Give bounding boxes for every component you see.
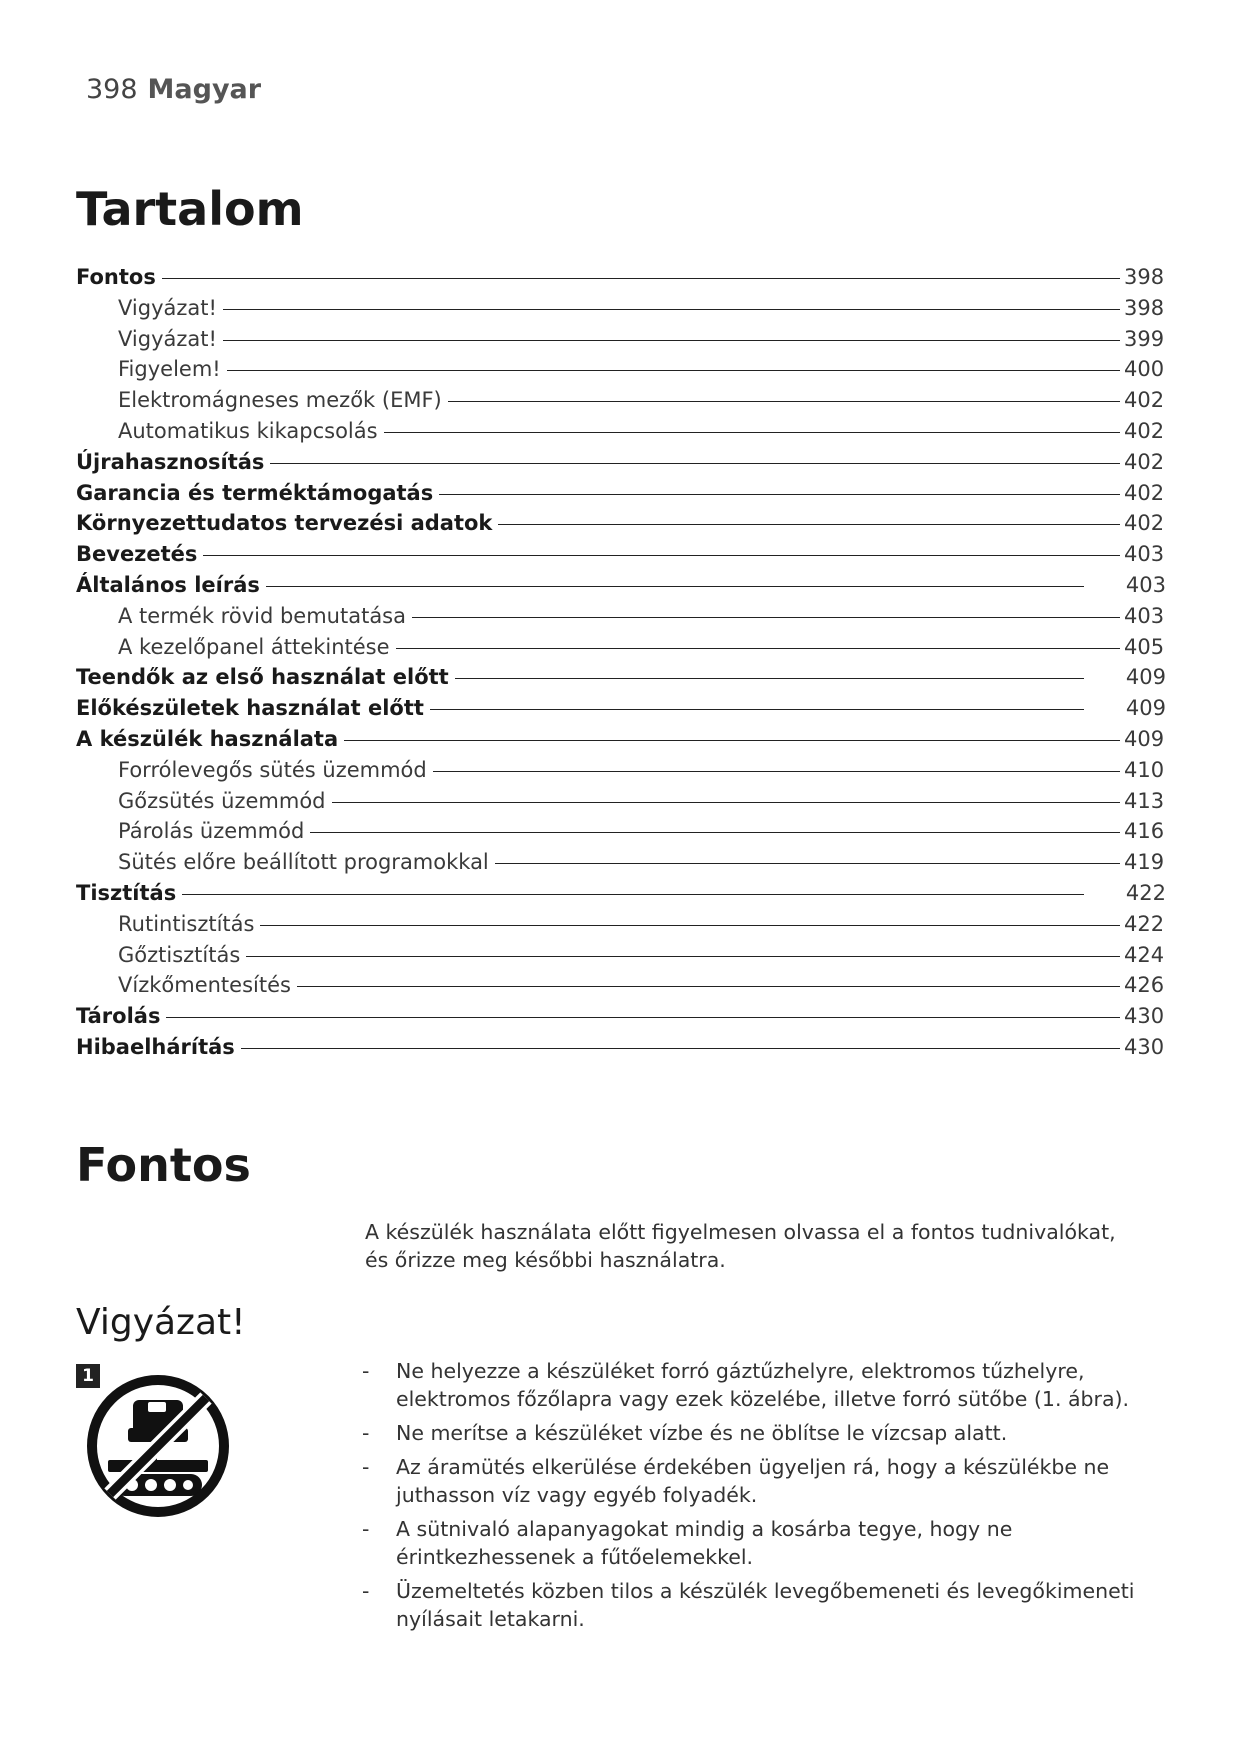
toc-entry[interactable]: [76, 570, 1166, 601]
toc-entry-page: 409: [1124, 726, 1165, 751]
warning-list: [362, 1357, 1174, 1639]
toc-entry-page: 400: [1124, 357, 1165, 382]
toc-entry-label: Vigyázat!: [118, 295, 217, 320]
toc-leader-line: [246, 956, 1120, 957]
toc-entry[interactable]: [76, 970, 1166, 1001]
toc-leader-line: [203, 555, 1120, 556]
toc-leader-line: [430, 709, 1084, 710]
toc-entry-page: 402: [1124, 388, 1165, 413]
language-label: Magyar: [147, 74, 262, 105]
toc-entry-label: A kezelőpanel áttekintése: [118, 634, 390, 659]
toc-leader-line: [332, 802, 1120, 803]
toc-entry-label: Vigyázat!: [118, 326, 217, 351]
toc-leader-line: [241, 1048, 1120, 1049]
toc-entry[interactable]: [76, 447, 1166, 478]
toc-entry-label: Általános leírás: [76, 572, 260, 597]
toc-leader-line: [223, 340, 1120, 341]
warning-text: Az áramütés elkerülése érdekében ügyeljen rá, hogy a készülékbe ne juthasson víz vagy egyéb folyadék.: [396, 1455, 1110, 1507]
toc-leader-line: [166, 1017, 1120, 1018]
bullet-dash: -: [362, 1421, 370, 1445]
toc-entry[interactable]: [76, 324, 1166, 355]
toc-entry[interactable]: [76, 662, 1166, 693]
toc-entry-label: Elektromágneses mezők (EMF): [118, 388, 442, 413]
toc-entry-page: 398: [1124, 295, 1165, 320]
toc-entry-page: 416: [1124, 819, 1165, 844]
toc-entry-label: Rutintisztítás: [118, 911, 255, 936]
warning-text: Ne helyezze a készüléket forró gáztűzhelyre, elektromos tűzhelyre, elektromos főzőlapra vagy ezek közelébe, illetve forró sütőbe (1. ábra).: [396, 1359, 1130, 1411]
toc-entry[interactable]: [76, 786, 1166, 817]
toc-entry-label: A készülék használata: [76, 726, 339, 751]
toc-entry-label: Fontos: [76, 265, 156, 289]
toc-entry[interactable]: [76, 847, 1166, 878]
toc-entry-label: Teendők az első használat előtt: [76, 665, 449, 690]
toc-entry-label: Forrólevegős sütés üzemmód: [118, 757, 427, 782]
warning-list-item: [362, 1515, 1174, 1571]
toc-entry[interactable]: [76, 693, 1166, 724]
toc-entry-label: Környezettudatos tervezési adatok: [76, 511, 493, 536]
toc-entry-page: 413: [1124, 788, 1165, 813]
bullet-dash: -: [362, 1517, 370, 1541]
toc-entry[interactable]: [76, 385, 1166, 416]
toc-entry[interactable]: [76, 816, 1166, 847]
toc-entry-page: 403: [1125, 572, 1166, 597]
toc-entry-page: 409: [1125, 665, 1166, 690]
section-title-fontos: Fontos: [76, 1138, 251, 1192]
toc-entry[interactable]: [76, 1001, 1166, 1032]
toc-entry-page: 402: [1124, 511, 1165, 536]
table-of-contents: [76, 262, 1166, 1063]
warning-text: A sütnivaló alapanyagokat mindig a kosárba tegye, hogy ne érintkezhessenek a fűtőelemekkel.: [396, 1517, 1013, 1569]
toc-entry[interactable]: [76, 909, 1166, 940]
toc-entry-page: 424: [1124, 942, 1165, 967]
figure-number-badge: 1: [76, 1364, 100, 1388]
toc-entry-page: 426: [1124, 973, 1165, 998]
bullet-dash: -: [362, 1579, 370, 1603]
toc-leader-line: [495, 863, 1120, 864]
toc-entry[interactable]: [76, 632, 1166, 663]
toc-entry-page: 410: [1124, 757, 1165, 782]
toc-leader-line: [448, 401, 1120, 402]
toc-entry-page: 422: [1125, 880, 1166, 905]
bullet-dash: -: [362, 1455, 370, 1479]
toc-entry-page: 403: [1124, 603, 1165, 628]
toc-entry[interactable]: [76, 478, 1166, 509]
toc-entry-page: 402: [1124, 449, 1165, 474]
toc-entry-label: Garancia és terméktámogatás: [76, 480, 434, 505]
warning-list-item: [362, 1577, 1174, 1633]
toc-entry-page: 402: [1124, 418, 1165, 443]
toc-leader-line: [412, 617, 1120, 618]
toc-leader-line: [227, 370, 1120, 371]
toc-entry[interactable]: [76, 755, 1166, 786]
toc-entry-label: Újrahasznosítás: [76, 449, 265, 474]
toc-entry[interactable]: [76, 354, 1166, 385]
toc-entry-label: Előkészületek használat előtt: [76, 696, 424, 721]
toc-entry-page: 422: [1124, 911, 1165, 936]
toc-entry-page: 403: [1124, 542, 1165, 567]
toc-entry[interactable]: [76, 940, 1166, 971]
toc-leader-line: [439, 494, 1120, 495]
toc-leader-line: [455, 678, 1084, 679]
toc-leader-line: [433, 771, 1120, 772]
toc-entry-page: 430: [1124, 1034, 1165, 1059]
toc-entry-label: Párolás üzemmód: [118, 819, 305, 844]
toc-leader-line: [297, 986, 1120, 987]
toc-leader-line: [223, 309, 1120, 310]
toc-entry[interactable]: [76, 601, 1166, 632]
warning-list-item: [362, 1357, 1174, 1413]
toc-entry-page: 409: [1125, 696, 1166, 721]
toc-leader-line: [266, 586, 1084, 587]
toc-entry[interactable]: [76, 508, 1166, 539]
warning-text: Ne merítse a készüléket vízbe és ne öblítse le vízcsap alatt.: [396, 1421, 1008, 1445]
toc-entry-label: Gőzsütés üzemmód: [118, 788, 326, 813]
toc-entry[interactable]: [76, 539, 1166, 570]
toc-entry[interactable]: [76, 416, 1166, 447]
toc-entry-page: 402: [1124, 480, 1165, 505]
toc-leader-line: [344, 740, 1120, 741]
intro-paragraph: A készülék használata előtt figyelmesen olvassa el a fontos tudnivalókat, és őrizze meg későbbi használatra.: [365, 1220, 1116, 1272]
toc-entry-label: Gőztisztítás: [118, 942, 241, 967]
toc-title: Tartalom: [76, 182, 304, 236]
no-hot-stove-icon: [82, 1366, 234, 1518]
bullet-dash: -: [362, 1359, 370, 1383]
toc-entry-label: Vízkőmentesítés: [118, 973, 291, 998]
toc-entry-label: Hibaelhárítás: [76, 1034, 235, 1059]
warning-list-item: [362, 1419, 1174, 1447]
subsection-title-vigyazat: Vigyázat!: [76, 1302, 246, 1343]
toc-entry-page: 430: [1124, 1004, 1165, 1029]
toc-entry[interactable]: [76, 1032, 1166, 1063]
toc-entry-label: Figyelem!: [118, 357, 221, 382]
toc-entry-label: Bevezetés: [76, 542, 198, 567]
toc-entry-label: Automatikus kikapcsolás: [118, 418, 378, 443]
toc-entry[interactable]: [76, 262, 1166, 293]
toc-leader-line: [260, 925, 1120, 926]
toc-leader-line: [310, 832, 1120, 833]
toc-entry[interactable]: [76, 878, 1166, 909]
toc-leader-line: [270, 463, 1120, 464]
toc-entry-page: 399: [1124, 326, 1165, 351]
toc-entry-page: 405: [1124, 634, 1165, 659]
page-number: 398: [86, 74, 138, 105]
toc-leader-line: [182, 894, 1084, 895]
toc-leader-line: [384, 432, 1120, 433]
toc-leader-line: [162, 278, 1120, 279]
toc-entry-label: Sütés előre beállított programokkal: [118, 850, 489, 875]
toc-entry[interactable]: [76, 724, 1166, 755]
warning-list-item: [362, 1453, 1174, 1509]
page-header: [86, 74, 261, 105]
toc-entry[interactable]: [76, 293, 1166, 324]
toc-entry-page: 398: [1124, 265, 1165, 289]
toc-leader-line: [498, 524, 1120, 525]
toc-leader-line: [396, 648, 1120, 649]
toc-entry-label: A termék rövid bemutatása: [118, 603, 406, 628]
toc-entry-label: Tisztítás: [76, 880, 177, 905]
toc-entry-page: 419: [1124, 850, 1165, 875]
toc-entry-label: Tárolás: [76, 1004, 161, 1029]
warning-text: Üzemeltetés közben tilos a készülék levegőbemeneti és levegőkimeneti nyílásait letakarni.: [396, 1579, 1135, 1631]
